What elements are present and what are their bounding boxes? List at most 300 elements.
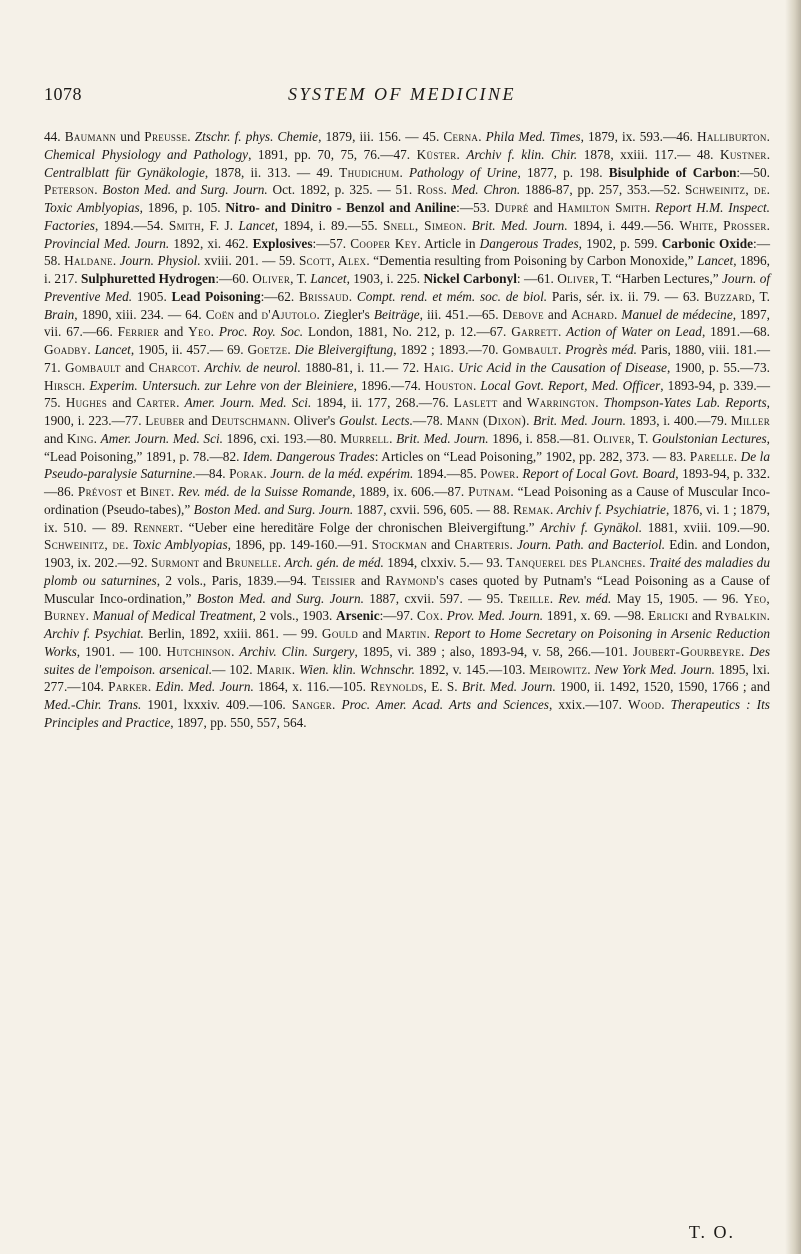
author-name: Scott, Alex — [298, 253, 367, 269]
publication-title: Report of Local Govt. Board — [522, 466, 676, 482]
reference-text: 1901, lxxxiv. 409.—106. — [141, 697, 292, 712]
author-name: Hamilton Smith — [557, 200, 648, 215]
reference-text: , 1897, pp. 550, 557, 564. — [170, 714, 307, 730]
reference-text: . — [291, 661, 299, 677]
author-name: Binet — [139, 484, 171, 499]
author-name: Power — [480, 466, 516, 482]
reference-text: : Articles on “Lead Poisoning,” 1902, pp. 282, 373. — 83. — [374, 448, 690, 464]
publication-title: Die Bleivergiftung — [294, 342, 394, 357]
author-name: Oliver — [557, 271, 596, 286]
author-name: Remak — [513, 501, 550, 517]
publication-title: Ztschr. f. phys. Chemie — [194, 129, 319, 144]
reference-text: , iii. 451.—65. — [419, 306, 503, 322]
reference-text: . — [348, 288, 357, 304]
author-name: Küster — [416, 146, 457, 162]
publication-title: Archiv. de neurol. — [204, 359, 301, 375]
reference-text: 1905. — [132, 288, 172, 304]
reference-text: 93. — [486, 555, 507, 570]
author-name: Ferrier — [117, 324, 160, 340]
reference-text: 1895, lxi. 277.—104. — [44, 661, 770, 695]
reference-text: . — [399, 164, 410, 180]
author-name: Ross — [416, 182, 444, 198]
reference-text: and — [44, 430, 67, 446]
publication-title: Manual of Medical Treatment — [92, 608, 253, 624]
author-name: Erlicki — [648, 608, 689, 624]
author-name: Haldane — [64, 253, 113, 269]
reference-text: . — [661, 697, 671, 712]
reference-text: 1894, i. 449.—56. — [567, 217, 680, 233]
reference-text: . — [112, 253, 120, 269]
reference-text: — 102. — [212, 661, 257, 677]
reference-text: and — [120, 359, 149, 375]
author-name: Surmont — [150, 555, 200, 570]
reference-text: , 1897, vii. 67.—66. — [44, 306, 770, 340]
reference-text: , T. “Harben Lectures,” — [595, 271, 723, 286]
author-name: Marik — [256, 661, 292, 677]
author-name: Kustner — [719, 146, 767, 162]
section-heading: Lead Poisoning — [171, 288, 261, 304]
reference-text: , 1894, i. 89.—55. — [274, 217, 383, 233]
author-name: White, Prosser — [679, 217, 767, 233]
publication-title: Boston Med. and Surg. Journ. — [193, 501, 354, 517]
reference-text: . — [526, 413, 534, 428]
author-name: Halliburton — [696, 129, 767, 144]
reference-text: . — [231, 643, 240, 659]
reference-text: 1896, cxi. 193.—80. — [223, 430, 341, 446]
reference-text: . — [87, 342, 95, 357]
reference-text: . — [81, 377, 90, 393]
author-name: Reynolds — [370, 679, 424, 695]
publication-title: Centralblatt für Gynäkologie — [44, 164, 205, 180]
reference-text: Edin. and London, 1903, ix. 202.—92. — [44, 537, 770, 570]
reference-text: . — [647, 200, 656, 215]
reference-text: 1901. — 100. — [85, 643, 167, 659]
reference-text: , 1893-94, p. 332.—86. — [44, 466, 771, 499]
publication-title: Progrès méd. — [565, 342, 637, 357]
author-name: Treille — [508, 590, 550, 606]
author-name: Murrell — [340, 430, 390, 446]
reference-text: , 1877, p. 198. — [517, 164, 609, 180]
reference-text: , 1892 ; 1893.—70. — [393, 342, 503, 357]
author-name: Teissier — [312, 572, 356, 588]
author-name: Sanger — [291, 697, 333, 712]
section-heading: Sulphuretted Hydrogen — [80, 271, 216, 286]
reference-text: . “Dementia resulting from Poisoning by Carbon Monoxide,” — [366, 253, 698, 269]
author-name: Miller — [730, 413, 770, 428]
publication-title: Amer. Journ. Med. Sci. — [100, 430, 223, 446]
reference-text: 597. — 95. — [439, 590, 509, 606]
author-name: Hughes — [65, 395, 108, 411]
publication-title: Journ. of Preventive Med. — [44, 271, 771, 304]
reference-text: . — [766, 182, 770, 198]
reference-text: . — [456, 146, 467, 162]
publication-title: Rev. méd. — [558, 590, 612, 606]
reference-text: 44. — [44, 129, 65, 144]
author-name: Schweinitz, de — [684, 182, 767, 198]
author-name: Gombault — [65, 359, 121, 375]
reference-text: . — [509, 537, 518, 553]
author-name: Baumann — [64, 129, 117, 144]
references-paragraph — [44, 128, 770, 732]
reference-text: , xxix.—107. — [548, 697, 628, 712]
reference-text: , 1903, i. 225. — [346, 271, 424, 286]
author-name: Houston — [424, 377, 473, 393]
publication-title: Experim. Untersuch. zur Lehre von der Bleiniere — [89, 377, 354, 393]
publication-title: Lancet — [697, 253, 734, 269]
author-name: Brissaud — [298, 288, 349, 304]
reference-text: 1887, cxvii. — [353, 501, 424, 517]
author-name: Yeo — [188, 324, 211, 340]
publication-title: Goulst. Lects. — [339, 413, 413, 428]
reference-text: :—97. — [379, 608, 417, 624]
publication-title: Brit. Med. Journ. — [396, 430, 489, 446]
reference-text: . — [557, 324, 567, 340]
reference-text: . — [478, 129, 486, 144]
author-name: Rybalkin — [714, 608, 767, 624]
reference-text: 1864, x. 116.—105. — [253, 679, 371, 695]
publication-title: Proc. Roy. Soc. — [218, 324, 304, 340]
reference-text: and — [355, 572, 386, 588]
publication-title: Archiv f. klin. Chir. — [466, 146, 578, 162]
author-name: Laslett — [453, 395, 498, 411]
reference-text: :—53. — [456, 200, 495, 215]
reference-text: 1892, v. 145.—103. — [414, 661, 530, 677]
reference-text: , 1895, vi. 389 ; also, 1893-94, v. 58, 266.—101. — [354, 643, 633, 659]
author-name: Coën — [205, 306, 235, 322]
publication-title: Action of Water on Lead — [566, 324, 702, 340]
publication-title: Archiv f. Psychiat. — [44, 626, 144, 641]
author-name: Carter — [136, 395, 177, 411]
reference-text: London, 1881, No. 212, p. 12.—67. — [303, 324, 512, 340]
reference-text: , 2 vols., 1903. — [252, 608, 337, 624]
publication-title: New York Med. Journ. — [594, 661, 715, 677]
author-name: Joubert-Gourbeyre — [632, 643, 742, 659]
reference-text: . — [94, 182, 103, 198]
author-name: d'Ajutolo — [261, 306, 317, 322]
reference-text: , 2 vols., Paris, 1839.—94. — [156, 572, 313, 588]
reference-text: Paris, sér. ix. ii. 79. — 63. — [547, 288, 705, 304]
page-edge-shadow — [785, 0, 801, 1254]
publication-title: Brit. Med. Journ. — [461, 679, 556, 695]
reference-text: , 1896, i. 217. — [44, 253, 770, 286]
reference-text: , — [352, 484, 360, 499]
reference-text: . — [93, 430, 101, 446]
publication-title: Report H.M. Inspect. Factories — [44, 200, 771, 233]
reference-text: . — [389, 430, 397, 446]
publication-title: Arch. gén. de méd. — [284, 555, 384, 570]
reference-text: . — [85, 608, 93, 624]
reference-text: Ziegler's — [323, 306, 374, 322]
reference-text: , T. — [290, 271, 311, 286]
reference-text: , F. J. — [200, 217, 239, 233]
reference-text: , 1893-94, p. 339.—75. — [44, 377, 771, 411]
reference-text: . — [766, 146, 771, 162]
reference-text: . — [549, 590, 559, 606]
author-name: Porak — [229, 466, 264, 482]
publication-title: Toxic Amblyopias — [44, 200, 140, 215]
reference-text: , 1896, pp. 149-160.—91. — [227, 537, 372, 553]
reference-text: Berlin, 1892, xxiii. 861. — 99. — [143, 626, 322, 641]
reference-text: . — [472, 377, 481, 393]
reference-text: , 1905, ii. 457.— 69. — [130, 342, 248, 357]
publication-title: Brain — [44, 306, 75, 322]
reference-text: . — [741, 643, 750, 659]
publication-title: Prov. Med. Journ. — [446, 608, 544, 624]
author-name: Warrington — [526, 395, 596, 411]
publication-title: Rev. méd. de la Suisse Romande — [178, 484, 353, 499]
author-name: Preusse — [144, 129, 188, 144]
publication-title: Journ. Physiol. — [119, 253, 201, 269]
reference-text: ii. 177, 268.—76. — [351, 395, 454, 411]
author-name: Mann (Dixon) — [446, 413, 527, 428]
author-name: Dupré — [494, 200, 529, 215]
author-name: Debove — [502, 306, 544, 322]
publication-title: Pathology of Urine — [409, 164, 518, 180]
publication-title: Brit. Med. Journ. — [533, 413, 626, 428]
author-name: Martin — [386, 626, 427, 641]
reference-text: :—62. — [260, 288, 299, 304]
publication-title: Amer. Journ. Med. Sci. — [184, 395, 312, 411]
author-name: Parker — [108, 679, 148, 695]
section-heading: Arsenic — [336, 608, 380, 624]
reference-text: . — [439, 608, 447, 624]
reference-text: and — [358, 626, 386, 641]
reference-text: . — [287, 342, 295, 357]
reference-text: cases quoted by Putnam's “Lead Poisoning as a Cause of Muscular Inco-ordination,” — [44, 572, 770, 606]
section-heading: Nitro- and Dinitro - Benzol and Aniline — [225, 200, 457, 215]
reference-text: 1894, — [311, 395, 352, 411]
reference-text: . — [766, 217, 770, 233]
reference-text: :—60. — [215, 271, 253, 286]
section-heading: Explosives — [252, 235, 313, 251]
reference-text: . — [450, 359, 459, 375]
publication-title: Wien. klin. Wchnschr. — [298, 661, 415, 677]
author-name: Snell, Simeon — [382, 217, 463, 233]
reference-text: and — [234, 306, 262, 322]
reference-text: . — [595, 395, 604, 411]
reference-text: 1887, cxvii. — [363, 590, 440, 606]
publication-title: Lancet — [94, 342, 131, 357]
author-name: Haig — [423, 359, 451, 375]
reference-text: and — [199, 555, 226, 570]
reference-text: , 1894.—54. — [94, 217, 169, 233]
reference-text: . Article in — [417, 235, 480, 251]
section-heading: Bisulphide of Carbon — [608, 164, 737, 180]
reference-text: and — [688, 608, 715, 624]
author-name: Cooper Key — [350, 235, 418, 251]
author-name: Smith — [168, 217, 201, 233]
reference-text: 1893, i. 400.—79. — [625, 413, 731, 428]
publication-title: Manuel de médecine — [621, 306, 733, 322]
reference-text: and — [426, 537, 455, 553]
reference-text: 1894, clxxiv. 5.— — [383, 555, 487, 570]
publication-title: Uric Acid in the Causation of Disease — [458, 359, 667, 375]
reference-text: et — [122, 484, 140, 499]
reference-text: , “Lead Poisoning,” 1891, p. 78.—82. — [44, 430, 770, 464]
publication-title: Med. Chron. — [451, 182, 521, 198]
author-name: Cox — [416, 608, 440, 624]
reference-text: . — [196, 359, 205, 375]
reference-text: . — [766, 608, 770, 624]
reference-text: . — [332, 697, 342, 712]
publication-title: Archiv. Clin. Surgery — [239, 643, 355, 659]
publication-title: Compt. rend. et mém. soc. de biol. — [356, 288, 548, 304]
author-name: Wood — [628, 697, 662, 712]
publication-title: Local Govt. Report, Med. Officer — [480, 377, 661, 393]
reference-text: . — [210, 324, 219, 340]
author-name: Gould — [321, 626, 359, 641]
reference-text: . — [147, 679, 156, 695]
publication-title: Des suites de l'empoison. arsenical. — [44, 643, 771, 677]
reference-text: and — [159, 324, 189, 340]
publication-title: Phila Med. Times — [485, 129, 581, 144]
reference-text: . — [176, 395, 185, 411]
author-name: Charcot — [148, 359, 197, 375]
reference-text: , T. — [751, 288, 771, 304]
author-name: Garrett — [511, 324, 558, 340]
author-name: Deutschmann — [211, 413, 287, 428]
reference-text: , 1900, p. 55.—73. — [666, 359, 770, 375]
reference-text: , 1879, iii. 156. — 45. — [318, 129, 444, 144]
reference-text: :—57. — [312, 235, 351, 251]
reference-text: . — [125, 537, 133, 553]
publication-title: Boston Med. and Surg. Journ. — [102, 182, 268, 198]
reference-text: 1886-87, pp. 257, 353.—52. — [520, 182, 685, 198]
reference-text: . “Ueber eine hereditäre Folge der chronischen Bleivergiftung.” — [179, 519, 541, 535]
reference-text: :—58. — [44, 235, 770, 269]
reference-text: . — [443, 182, 452, 198]
reference-text: .—84. — [192, 466, 230, 482]
reference-text: 1892, xi. 462. — [169, 235, 253, 251]
reference-text: . — [558, 342, 566, 357]
author-name: Stockman — [371, 537, 427, 553]
publication-title: Archiv f. Gynäkol. — [540, 519, 643, 535]
author-name: Meirowitz — [529, 661, 588, 677]
reference-text: and — [107, 395, 137, 411]
publication-title: Dangerous Trades — [479, 235, 579, 251]
reference-text: , E. S. — [423, 679, 462, 695]
publication-title: Report to Home Secretary on Poisoning in Arsenic Reduction Works — [44, 626, 770, 659]
reference-text: and — [543, 306, 572, 322]
reference-text: , 1879, ix. 593.—46. — [580, 129, 697, 144]
reference-text: . — [277, 555, 285, 570]
reference-text: . “Lead Poisoning as a Cause of Muscular Inco-ordination (Pseudo-tabes),” — [44, 484, 771, 517]
reference-text: , 1896, p. 105. — [139, 200, 226, 215]
author-name: King — [66, 430, 94, 446]
publication-title: Therapeutics : Its Principles and Practice — [44, 697, 770, 730]
section-heading: Nickel Carbonyl — [423, 271, 517, 286]
reference-text: . — [733, 448, 741, 464]
reference-text: . — [642, 555, 649, 570]
reference-text: . — [614, 306, 622, 322]
reference-text: :—50. — [736, 164, 771, 180]
publication-title: Brit. Med. Journ. — [471, 217, 568, 233]
reference-text: , 1902, p. 599. — [578, 235, 662, 251]
author-name: Hirsch — [44, 377, 82, 393]
author-name: Parelle — [689, 448, 734, 464]
reference-text: 1900, ii. 1492, 1520, 1590, 1766 ; and — [555, 679, 771, 695]
author-name: Rennert — [133, 519, 180, 535]
author-name: Charteris — [454, 537, 510, 553]
author-name: Raymond's — [385, 572, 445, 588]
publication-title: Journ. de la méd. expérim. — [270, 466, 414, 482]
publication-title: Toxic Amblyopias — [132, 537, 228, 553]
reference-text: , 1891.—68. — [701, 324, 770, 340]
author-name: Buzzard — [704, 288, 752, 304]
author-name: Cerna — [443, 129, 479, 144]
reference-text: 1891, x. 69. —98. — [543, 608, 649, 624]
reference-text: , — [76, 643, 86, 659]
reference-text: 596, 605. — 88. — [423, 501, 514, 517]
reference-text: : —61. — [516, 271, 558, 286]
publication-title: De la Pseudo-paralysie Saturnine — [44, 448, 770, 482]
publication-title: Edin. Med. Journ. — [155, 679, 254, 695]
author-name: Leuber — [145, 413, 185, 428]
publication-title: Journ. Path. and Bacteriol. — [517, 537, 666, 553]
author-name: Prévost — [77, 484, 123, 499]
reference-text: . — [550, 501, 557, 517]
reference-text: , 1891, pp. 70, 75, 76.—47. — [248, 146, 417, 162]
reference-text: 1881, xviii. 109.—90. — [642, 519, 770, 535]
publication-title: Chemical Physiology and Pathology — [44, 146, 249, 162]
reference-text: and — [528, 200, 558, 215]
reference-text: , T. — [631, 430, 652, 446]
reference-text: and — [497, 395, 527, 411]
author-name: Putnam — [468, 484, 511, 499]
reference-text: Paris, 1880, viii. 181.—71. — [44, 342, 771, 375]
author-name: Oliver — [593, 430, 632, 446]
publication-title: Idem. Dangerous Trades — [242, 448, 375, 464]
reference-text: May 15, 1905. — 96. — [611, 590, 744, 606]
author-name: Tanquerel des Planches — [506, 555, 643, 570]
reference-text: . — [766, 129, 770, 144]
publication-title: Archiv f. Psychiatrie — [556, 501, 666, 517]
reference-text: und — [116, 129, 145, 144]
reference-text: . — [426, 626, 435, 641]
author-name: Schweinitz, de — [44, 537, 126, 553]
author-name: Brunelle — [225, 555, 278, 570]
publication-title: Goulstonian Lectures — [651, 430, 767, 446]
running-head: SYSTEM OF MEDICINE — [288, 84, 516, 104]
reference-text: Oct. 1892, p. 325. — 51. — [267, 182, 417, 198]
reference-text: 1889, ix. 606.—87. — [359, 484, 469, 499]
publication-title: Med.-Chir. Trans. — [44, 697, 142, 712]
author-signature: T. O. — [688, 1222, 735, 1242]
reference-text: . — [170, 484, 179, 499]
reference-text: , 1878, ii. 313. — 49. — [204, 164, 340, 180]
author-name: Gombault — [502, 342, 558, 357]
publication-title: Proc. Amer. Acad. Arts and Sciences — [341, 697, 549, 712]
publication-title: Lancet — [238, 217, 275, 233]
publication-title: Boston Med. and Surg. Journ. — [196, 590, 364, 606]
reference-text: . — [263, 466, 271, 482]
reference-text: . — [462, 217, 472, 233]
page-number: 1078 — [44, 84, 82, 104]
reference-text: , 1876, vi. 1 ; 1879, ix. 510. — 89. — [44, 501, 770, 535]
author-name: Hutchinson — [166, 643, 232, 659]
reference-text: xviii. 201. — 59. — [200, 253, 299, 269]
reference-text: —78. — [412, 413, 447, 428]
reference-text: , 1896.—74. — [353, 377, 425, 393]
reference-text: and — [184, 413, 212, 428]
author-name: Achard — [571, 306, 615, 322]
reference-text: 1880-81, i. 11.— 72. — [300, 359, 424, 375]
reference-text: , 1890, xiii. 234. — 64. — [74, 306, 206, 322]
references-section — [44, 128, 770, 732]
reference-text: . — [587, 661, 595, 677]
publication-title: Provincial Med. Journ. — [44, 235, 170, 251]
author-name: Thudichum — [339, 164, 400, 180]
